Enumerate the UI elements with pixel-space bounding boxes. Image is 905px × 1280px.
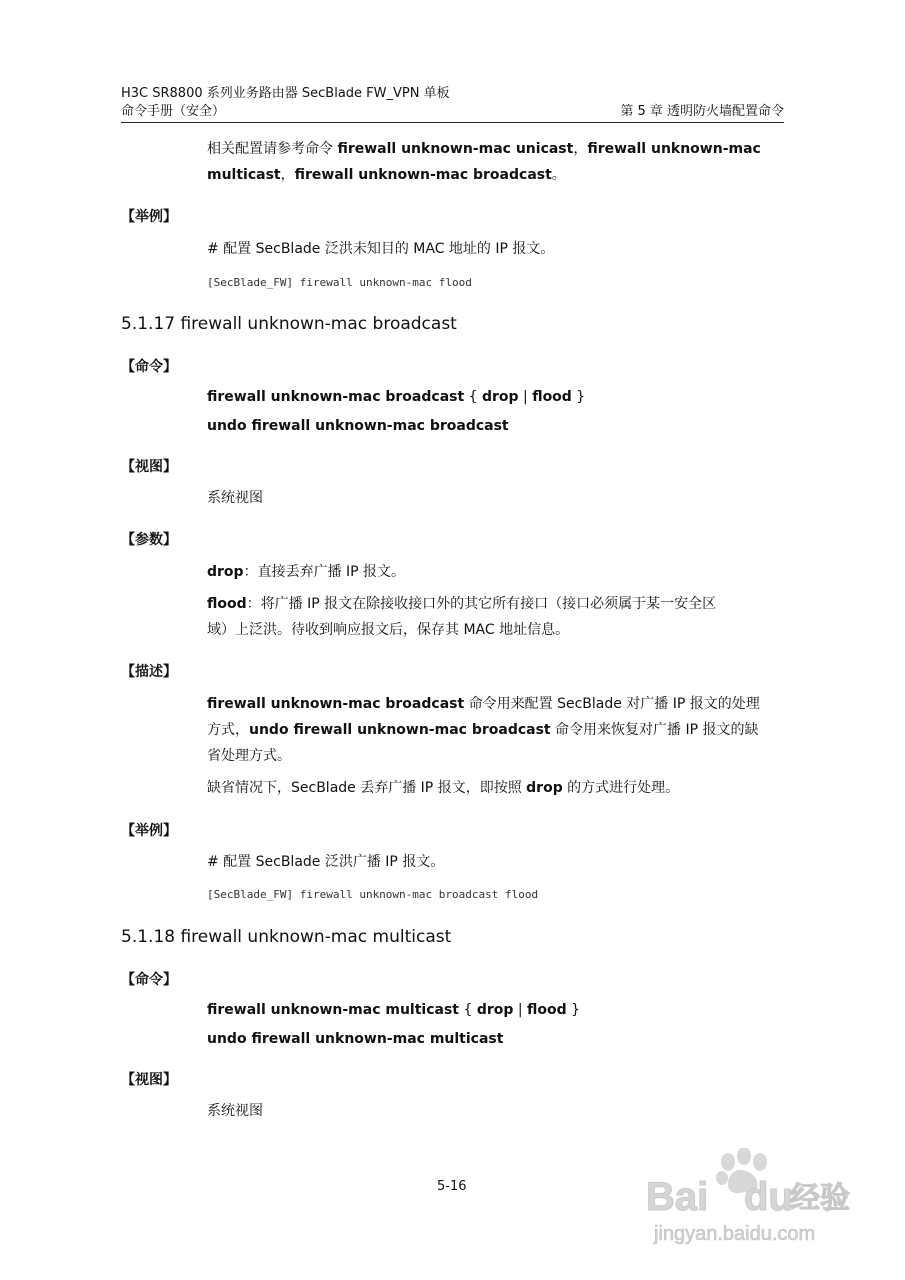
param-drop [207,559,405,585]
example-code: [SecBlade_FW] firewall unknown-mac flood [207,276,472,289]
desc-text: 缺省情况下，SecBlade 丢弃广播 IP 报文，即按照 [207,780,527,796]
watermark-brand: Bai [646,1175,709,1219]
related-cmd-multicast-cont: multicast [207,167,281,183]
cmd-keyword: firewall unknown-mac multicast [207,1002,459,1018]
sep: ， [280,167,295,183]
header-chapter: 第 5 章 透明防火墙配置命令 [620,104,784,119]
command-syntax [207,384,585,410]
related-line-1 [207,136,761,162]
cmd-option-flood: flood [532,389,572,405]
svg-text:du: du [744,1175,793,1219]
cmd-option-flood: flood [527,1002,567,1018]
command-syntax [207,997,580,1023]
brace: } [566,1002,581,1018]
header-rule [121,122,784,123]
section-heading-5-1-17: 5.1.17 firewall unknown-mac broadcast [121,314,457,334]
desc-line-3: 省处理方式。 [207,748,291,764]
undo-command: undo firewall unknown-mac broadcast [207,418,509,434]
related-line-2 [207,162,566,188]
section-heading-5-1-18: 5.1.18 firewall unknown-mac multicast [121,927,452,947]
desc-text: 命令用来恢复对广播 IP 报文的缺 [550,722,759,738]
example-label: 【举例】 [121,209,177,225]
pipe: | [513,1002,528,1018]
example-code: [SecBlade_FW] firewall unknown-mac broadcast flood [207,888,539,901]
cmd-option-drop: drop [481,389,519,405]
desc-text: 的方式进行处理。 [562,780,680,796]
desc-cmd: firewall unknown-mac broadcast [207,696,465,712]
page-number: 5-16 [437,1179,467,1194]
watermark-url: jingyan.baidu.com [654,1223,816,1245]
command-label: 【命令】 [121,972,177,988]
view-label: 【视图】 [121,1072,177,1088]
param-label: 【参数】 [121,532,177,548]
example-label: 【举例】 [121,823,177,839]
header-title: H3C SR8800 系列业务路由器 SecBlade FW_VPN 单板 [121,86,450,101]
param-key: flood [207,596,247,612]
brace: { [464,389,482,405]
brace: { [459,1002,477,1018]
param-desc: ：直接丢弃广播 IP 报文。 [243,564,406,580]
param-flood [207,591,716,617]
desc-text: 方式， [207,722,249,738]
cmd-keyword: firewall unknown-mac broadcast [207,389,465,405]
desc-line-1 [207,691,760,717]
desc-cmd: undo firewall unknown-mac broadcast [249,722,551,738]
related-text: 相关配置请参考命令 [207,141,333,157]
view-text: 系统视图 [207,1103,263,1119]
baidu-paw-logo-icon [640,1148,872,1252]
period: 。 [551,167,566,183]
pipe: | [518,389,533,405]
related-cmd-unicast: firewall unknown-mac unicast [337,141,574,157]
header-subtitle: 命令手册（安全） [121,104,226,119]
related-cmd-multicast: firewall unknown-mac [587,141,761,157]
cmd-option-drop: drop [476,1002,514,1018]
param-key: drop [207,564,244,580]
desc-default [207,775,679,801]
brace: } [571,389,586,405]
svg-text:经验: 经验 [790,1181,850,1216]
undo-command: undo firewall unknown-mac multicast [207,1031,504,1047]
example-desc: # 配置 SecBlade 泛洪广播 IP 报文。 [207,854,445,870]
related-cmd-broadcast: firewall unknown-mac broadcast [294,167,552,183]
baidu-jingyan-watermark [640,1148,872,1252]
view-text: 系统视图 [207,490,263,506]
desc-key: drop [526,780,563,796]
desc-text: 命令用来配置 SecBlade 对广播 IP 报文的处理 [464,696,760,712]
desc-label: 【描述】 [121,664,177,680]
example-desc: # 配置 SecBlade 泛洪未知目的 MAC 地址的 IP 报文。 [207,241,555,257]
desc-line-2 [207,717,759,743]
sep: ， [573,141,588,157]
view-label: 【视图】 [121,459,177,475]
param-desc: ：将广播 IP 报文在除接收接口外的其它所有接口（接口必须属于某一安全区 [246,596,717,612]
param-flood-cont: 域）上泛洪。待收到响应报文后，保存其 MAC 地址信息。 [207,622,570,638]
command-label: 【命令】 [121,359,177,375]
